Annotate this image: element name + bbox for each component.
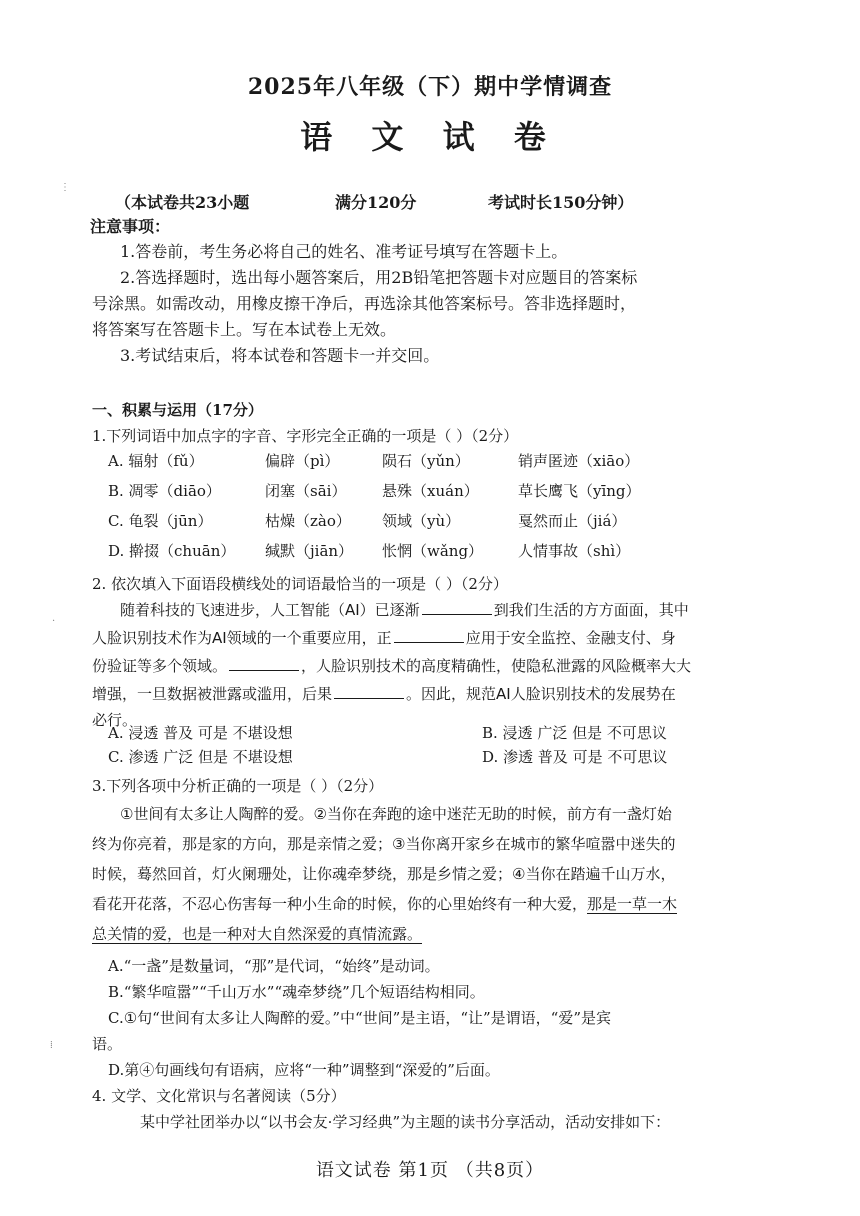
q1-option: B. 凋零（diāo） — [108, 482, 221, 500]
notice-line: 1.答卷前，考生务必将自己的姓名、准考证号填写在答题卡上。 — [120, 242, 568, 261]
notice-line: 号涂黑。如需改动，用橡皮擦干净后，再选涂其他答案标号。答非选择题时， — [92, 294, 637, 313]
question-2-stem: 2. 依次填入下面语段横线处的词语最恰当的一项是（ ）（2分） — [92, 575, 508, 593]
q1-option: 领域（yù） — [382, 512, 461, 530]
q1-option: 草长鹰飞（yīng） — [518, 482, 641, 500]
q3-option: C.①句“世间有太多让人陶醉的爱。”中“世间”是主语，“让”是谓语，“爱”是宾 — [108, 1009, 612, 1027]
exam-title: 2025年八年级（下）期中学情调查 — [247, 74, 613, 100]
q3-option: B.“繁华喧嚣”“千山万水”“魂牵梦绕”几个短语结构相同。 — [108, 983, 485, 1001]
q2-text: 应用于安全监控、金融支付、身 — [465, 629, 676, 647]
q3-passage-line — [92, 892, 677, 916]
section-heading: 一、积累与运用（17分） — [92, 401, 263, 419]
page-footer: 语文试卷 第1页 （共8页） — [315, 1160, 545, 1181]
notice-line: 2.答选择题时，选出每小题答案后，用2B铅笔把答题卡对应题目的答案标 — [120, 268, 638, 287]
q2-passage-line — [120, 598, 689, 622]
q2-passage-line — [92, 682, 676, 706]
q2-text: ，人脸识别技术的高度精确性，使隐私泄露的风险概率大大 — [301, 657, 692, 675]
question-1-stem: 1.下列词语中加点字的字音、字形完全正确的一项是（ ）（2分） — [92, 427, 519, 445]
meta-questions: （本试卷共23小题 — [115, 193, 250, 212]
q1-option: 偏辟（pì） — [265, 452, 340, 470]
q2-passage-line — [92, 626, 676, 650]
q1-option: C. 龟裂（jūn） — [108, 512, 213, 530]
q4-intro: 某中学社团举办以“以书会友·学习经典”为主题的读书分享活动，活动安排如下： — [140, 1113, 671, 1131]
meta-score: 满分120分 — [335, 193, 417, 212]
fill-blank — [394, 626, 464, 643]
question-4-stem: 4. 文学、文化常识与名著阅读（5分） — [92, 1087, 346, 1105]
q2-text: 人脸识别技术作为AI领域的一个重要应用，正 — [92, 629, 392, 647]
q3-underlined-text: 总关情的爱，也是一种对大自然深爱的真情流露。 — [92, 925, 423, 943]
q3-passage-line — [92, 922, 422, 946]
q2-text: 随着科技的飞速进步，人工智能（AI）已逐渐 — [120, 601, 420, 619]
q1-option: D. 擀掇（chuān） — [108, 542, 236, 560]
q1-option: 枯燥（zào） — [265, 512, 351, 530]
q3-option: D.第④句画线句有语病，应将“一种”调整到“深爱的”后面。 — [108, 1061, 500, 1079]
margin-mark: · — [52, 616, 56, 627]
margin-mark: ⁞ — [50, 1040, 53, 1051]
q1-option: 悬殊（xuán） — [382, 482, 479, 500]
notice-line: 将答案写在答题卡上。写在本试卷上无效。 — [92, 320, 397, 339]
notice-title: 注意事项： — [90, 217, 171, 236]
q2-text: 增强，一旦数据被泄露或滥用，后果 — [92, 685, 333, 703]
q2-passage-line — [92, 654, 691, 678]
q3-option: 语。 — [92, 1035, 123, 1053]
q1-option: 陨石（yǔn） — [382, 452, 470, 470]
q3-passage-line: 终为你亮着，那是家的方向，那是亲情之爱；③当你离开家乡在城市的繁华喧嚣中迷失的 — [92, 835, 676, 853]
question-3-stem: 3.下列各项中分析正确的一项是（ ）（2分） — [92, 777, 384, 795]
fill-blank — [334, 682, 404, 699]
q3-passage-line: 时候，蓦然回首，灯火阑珊处，让你魂牵梦绕，那是乡情之爱；④当你在踏遍千山万水， — [92, 865, 676, 883]
q2-passage-line: 必行。 — [92, 711, 138, 729]
q2-option: D. 渗透 普及 可是 不可思议 — [482, 748, 668, 766]
fill-blank — [422, 598, 492, 615]
q3-option: A.“一盏”是数量词，“那”是代词，“始终”是动词。 — [108, 957, 440, 975]
q1-option: 缄默（jiān） — [265, 542, 354, 560]
q1-option: A. 辐射（fǔ） — [108, 452, 204, 470]
q1-option: 戛然而止（jiá） — [518, 512, 627, 530]
q1-option: 闭塞（sāi） — [265, 482, 347, 500]
q3-passage-line: ①世间有太多让人陶醉的爱。②当你在奔跑的途中迷茫无助的时候，前方有一盏灯始 — [120, 805, 672, 823]
q1-option: 人情事故（shì） — [518, 542, 631, 560]
q1-option: 怅惘（wǎng） — [382, 542, 484, 560]
q2-option: C. 渗透 广泛 但是 不堪设想 — [108, 748, 293, 766]
margin-mark: ⋮ — [60, 182, 70, 193]
notice-line: 3.考试结束后，将本试卷和答题卡一并交回。 — [120, 346, 440, 365]
q2-option: A. 浸透 普及 可是 不堪设想 — [108, 724, 293, 742]
fill-blank — [229, 654, 299, 671]
q2-text: 。因此，规范AI人脸识别技术的发展势在 — [406, 685, 676, 703]
q2-text: 到我们生活的方方面面，其中 — [493, 601, 689, 619]
q3-underlined-text: 那是一草一木 — [587, 895, 678, 913]
q1-option: 销声匿迹（xiāo） — [518, 452, 640, 470]
q3-text: 看花开花落，不忍心伤害每一种小生命的时候，你的心里始终有一种大爱， — [92, 895, 588, 913]
exam-subject-title: 语 文 试 卷 — [300, 118, 560, 156]
q2-text: 份验证等多个领域。 — [92, 657, 228, 675]
meta-time: 考试时长150分钟） — [488, 193, 634, 212]
q2-option: B. 浸透 广泛 但是 不可思议 — [482, 724, 667, 742]
